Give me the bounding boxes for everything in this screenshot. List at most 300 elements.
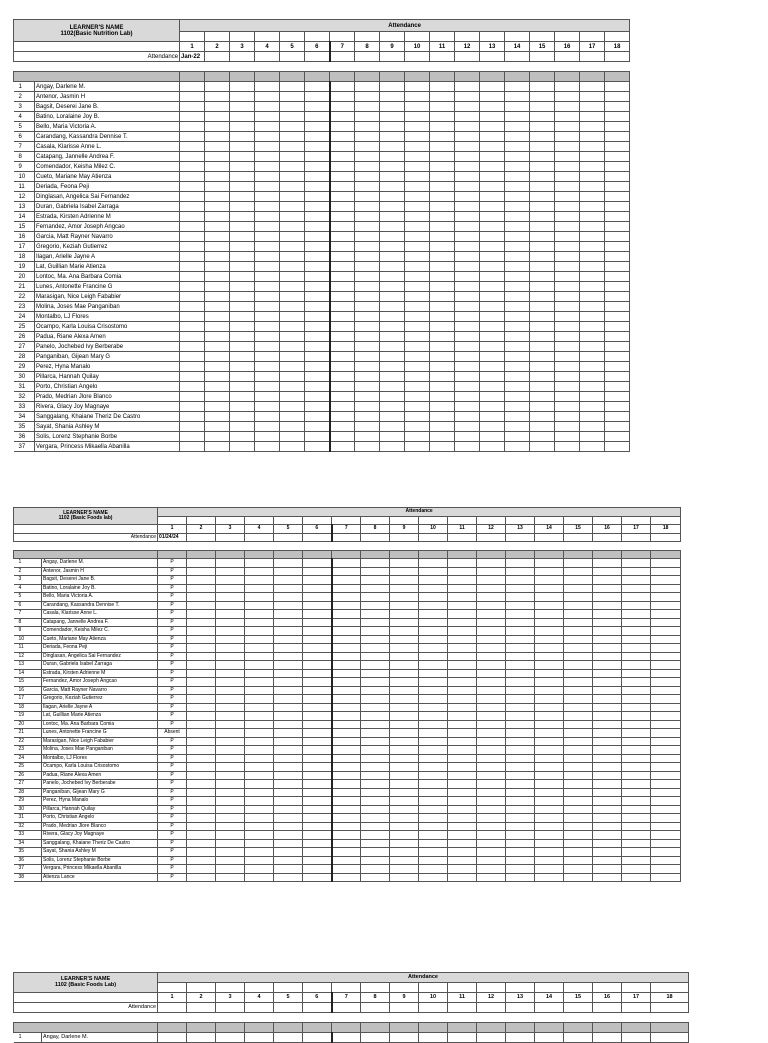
attendance-cell[interactable]: [605, 302, 630, 312]
attendance-cell[interactable]: [448, 831, 477, 840]
attendance-cell[interactable]: [332, 763, 361, 772]
attendance-cell[interactable]: [274, 593, 303, 602]
attendance-cell[interactable]: [187, 644, 216, 653]
attendance-cell[interactable]: [380, 102, 405, 112]
attendance-cell[interactable]: [355, 312, 380, 322]
attendance-cell[interactable]: [580, 332, 605, 342]
attendance-cell[interactable]: [332, 652, 361, 661]
attendance-cell[interactable]: [216, 652, 245, 661]
attendance-cell[interactable]: [480, 172, 505, 182]
attendance-cell[interactable]: [593, 618, 622, 627]
attendance-cell[interactable]: [303, 627, 332, 636]
attendance-cell[interactable]: [355, 252, 380, 262]
attendance-cell[interactable]: [330, 302, 355, 312]
attendance-cell[interactable]: [187, 822, 216, 831]
attendance-cell[interactable]: [255, 342, 280, 352]
attendance-cell[interactable]: [274, 661, 303, 670]
attendance-cell[interactable]: [430, 322, 455, 332]
date-cell[interactable]: [419, 533, 448, 542]
attendance-cell[interactable]: [355, 342, 380, 352]
attendance-cell[interactable]: Absent: [158, 729, 187, 738]
attendance-cell[interactable]: [477, 873, 506, 882]
attendance-cell[interactable]: [255, 172, 280, 182]
attendance-cell[interactable]: [330, 122, 355, 132]
attendance-cell[interactable]: [380, 192, 405, 202]
attendance-cell[interactable]: [448, 601, 477, 610]
attendance-cell[interactable]: [390, 601, 419, 610]
attendance-cell[interactable]: [305, 362, 330, 372]
attendance-cell[interactable]: [480, 382, 505, 392]
attendance-cell[interactable]: [506, 712, 535, 721]
attendance-cell[interactable]: [380, 342, 405, 352]
attendance-cell[interactable]: [405, 252, 430, 262]
attendance-cell[interactable]: [332, 797, 361, 806]
attendance-cell[interactable]: [332, 839, 361, 848]
attendance-cell[interactable]: [448, 720, 477, 729]
attendance-cell[interactable]: [564, 618, 593, 627]
attendance-cell[interactable]: [305, 242, 330, 252]
attendance-cell[interactable]: [605, 332, 630, 342]
attendance-cell[interactable]: [535, 584, 564, 593]
attendance-cell[interactable]: [530, 362, 555, 372]
attendance-cell[interactable]: [580, 202, 605, 212]
attendance-cell[interactable]: [355, 402, 380, 412]
attendance-cell[interactable]: [380, 262, 405, 272]
attendance-cell[interactable]: [303, 610, 332, 619]
attendance-cell[interactable]: [274, 601, 303, 610]
attendance-cell[interactable]: [477, 610, 506, 619]
attendance-cell[interactable]: [480, 362, 505, 372]
attendance-cell[interactable]: [332, 695, 361, 704]
attendance-cell[interactable]: P: [158, 822, 187, 831]
date-cell[interactable]: [187, 533, 216, 542]
attendance-cell[interactable]: [361, 720, 390, 729]
attendance-cell[interactable]: [380, 322, 405, 332]
attendance-cell[interactable]: [477, 720, 506, 729]
attendance-cell[interactable]: [455, 332, 480, 342]
attendance-cell[interactable]: [255, 182, 280, 192]
attendance-cell[interactable]: [580, 392, 605, 402]
attendance-cell[interactable]: [622, 584, 651, 593]
attendance-cell[interactable]: [651, 754, 681, 763]
attendance-cell[interactable]: [477, 1033, 506, 1043]
attendance-cell[interactable]: [564, 678, 593, 687]
attendance-cell[interactable]: [187, 678, 216, 687]
attendance-cell[interactable]: [255, 402, 280, 412]
attendance-cell[interactable]: [505, 242, 530, 252]
attendance-cell[interactable]: [477, 567, 506, 576]
attendance-cell[interactable]: [405, 162, 430, 172]
attendance-cell[interactable]: [216, 610, 245, 619]
attendance-cell[interactable]: [605, 122, 630, 132]
attendance-cell[interactable]: [380, 242, 405, 252]
attendance-cell[interactable]: [390, 635, 419, 644]
attendance-cell[interactable]: [651, 839, 681, 848]
attendance-cell[interactable]: [230, 232, 255, 242]
attendance-cell[interactable]: [405, 372, 430, 382]
attendance-cell[interactable]: [390, 737, 419, 746]
attendance-cell[interactable]: [605, 432, 630, 442]
attendance-cell[interactable]: [480, 392, 505, 402]
attendance-cell[interactable]: [535, 873, 564, 882]
attendance-cell[interactable]: [535, 644, 564, 653]
attendance-cell[interactable]: [274, 814, 303, 823]
attendance-cell[interactable]: [216, 797, 245, 806]
attendance-cell[interactable]: [180, 322, 205, 332]
attendance-cell[interactable]: [448, 754, 477, 763]
attendance-cell[interactable]: [477, 780, 506, 789]
attendance-cell[interactable]: [305, 252, 330, 262]
attendance-cell[interactable]: [419, 627, 448, 636]
attendance-cell[interactable]: [405, 232, 430, 242]
attendance-cell[interactable]: [455, 272, 480, 282]
attendance-cell[interactable]: [506, 610, 535, 619]
attendance-cell[interactable]: [405, 182, 430, 192]
attendance-cell[interactable]: [305, 82, 330, 92]
attendance-cell[interactable]: [506, 814, 535, 823]
attendance-cell[interactable]: [593, 703, 622, 712]
attendance-cell[interactable]: [330, 182, 355, 192]
attendance-cell[interactable]: [361, 712, 390, 721]
date-cell[interactable]: [390, 1003, 419, 1013]
attendance-cell[interactable]: [580, 102, 605, 112]
attendance-cell[interactable]: [187, 652, 216, 661]
attendance-cell[interactable]: [380, 182, 405, 192]
attendance-cell[interactable]: [332, 669, 361, 678]
attendance-cell[interactable]: [555, 442, 580, 452]
attendance-cell[interactable]: [303, 788, 332, 797]
attendance-cell[interactable]: [255, 82, 280, 92]
attendance-cell[interactable]: [455, 112, 480, 122]
attendance-cell[interactable]: [564, 695, 593, 704]
attendance-cell[interactable]: [530, 292, 555, 302]
attendance-cell[interactable]: [187, 720, 216, 729]
attendance-cell[interactable]: [448, 856, 477, 865]
attendance-cell[interactable]: P: [158, 669, 187, 678]
attendance-cell[interactable]: [330, 322, 355, 332]
attendance-cell[interactable]: [506, 1033, 535, 1043]
attendance-cell[interactable]: [419, 567, 448, 576]
attendance-cell[interactable]: [390, 856, 419, 865]
attendance-cell[interactable]: [280, 132, 305, 142]
attendance-cell[interactable]: [477, 848, 506, 857]
attendance-cell[interactable]: [430, 292, 455, 302]
attendance-cell[interactable]: [216, 831, 245, 840]
attendance-cell[interactable]: [390, 831, 419, 840]
attendance-cell[interactable]: [580, 422, 605, 432]
attendance-cell[interactable]: [303, 771, 332, 780]
attendance-cell[interactable]: [305, 222, 330, 232]
attendance-cell[interactable]: [555, 432, 580, 442]
attendance-cell[interactable]: [330, 172, 355, 182]
attendance-cell[interactable]: P: [158, 780, 187, 789]
date-cell[interactable]: [477, 1003, 506, 1013]
attendance-cell[interactable]: [405, 322, 430, 332]
attendance-cell[interactable]: [651, 559, 681, 568]
attendance-cell[interactable]: [187, 576, 216, 585]
attendance-cell[interactable]: [230, 282, 255, 292]
attendance-cell[interactable]: [555, 412, 580, 422]
attendance-cell[interactable]: [419, 695, 448, 704]
attendance-cell[interactable]: [205, 232, 230, 242]
attendance-cell[interactable]: [303, 567, 332, 576]
attendance-cell[interactable]: [419, 703, 448, 712]
attendance-cell[interactable]: [477, 669, 506, 678]
attendance-cell[interactable]: [332, 780, 361, 789]
attendance-cell[interactable]: [330, 402, 355, 412]
attendance-cell[interactable]: [506, 746, 535, 755]
attendance-cell[interactable]: [455, 382, 480, 392]
attendance-cell[interactable]: [535, 797, 564, 806]
attendance-cell[interactable]: [255, 392, 280, 402]
attendance-cell[interactable]: [330, 312, 355, 322]
attendance-cell[interactable]: [580, 152, 605, 162]
attendance-cell[interactable]: [245, 788, 274, 797]
attendance-cell[interactable]: [230, 402, 255, 412]
attendance-cell[interactable]: [622, 839, 651, 848]
attendance-cell[interactable]: [180, 222, 205, 232]
date-cell[interactable]: [651, 1003, 689, 1013]
attendance-cell[interactable]: [205, 392, 230, 402]
attendance-cell[interactable]: [230, 252, 255, 262]
attendance-cell[interactable]: [622, 822, 651, 831]
attendance-cell[interactable]: [332, 703, 361, 712]
attendance-cell[interactable]: [255, 312, 280, 322]
attendance-cell[interactable]: [330, 102, 355, 112]
attendance-cell[interactable]: [477, 831, 506, 840]
attendance-cell[interactable]: [505, 162, 530, 172]
attendance-cell[interactable]: [506, 584, 535, 593]
attendance-cell[interactable]: [216, 1033, 245, 1043]
attendance-cell[interactable]: [390, 703, 419, 712]
attendance-cell[interactable]: [303, 720, 332, 729]
attendance-cell[interactable]: [187, 814, 216, 823]
attendance-cell[interactable]: [477, 686, 506, 695]
attendance-cell[interactable]: [505, 212, 530, 222]
attendance-cell[interactable]: [593, 746, 622, 755]
attendance-cell[interactable]: [205, 252, 230, 262]
date-cell[interactable]: [361, 1003, 390, 1013]
attendance-cell[interactable]: [245, 839, 274, 848]
attendance-cell[interactable]: [405, 262, 430, 272]
attendance-cell[interactable]: [380, 312, 405, 322]
attendance-cell[interactable]: [332, 814, 361, 823]
attendance-cell[interactable]: [180, 152, 205, 162]
attendance-cell[interactable]: [205, 322, 230, 332]
attendance-cell[interactable]: [580, 382, 605, 392]
attendance-cell[interactable]: [274, 678, 303, 687]
attendance-cell[interactable]: [187, 788, 216, 797]
attendance-cell[interactable]: [330, 132, 355, 142]
attendance-cell[interactable]: [651, 601, 681, 610]
date-cell[interactable]: [530, 52, 555, 62]
attendance-cell[interactable]: [303, 584, 332, 593]
attendance-cell[interactable]: [480, 242, 505, 252]
attendance-cell[interactable]: [216, 576, 245, 585]
attendance-cell[interactable]: [280, 202, 305, 212]
attendance-cell[interactable]: [245, 729, 274, 738]
attendance-cell[interactable]: [187, 754, 216, 763]
attendance-cell[interactable]: [332, 644, 361, 653]
attendance-cell[interactable]: [430, 312, 455, 322]
attendance-cell[interactable]: [274, 627, 303, 636]
attendance-cell[interactable]: [622, 788, 651, 797]
attendance-cell[interactable]: [564, 644, 593, 653]
attendance-cell[interactable]: [651, 610, 681, 619]
attendance-cell[interactable]: [555, 382, 580, 392]
attendance-cell[interactable]: P: [158, 865, 187, 874]
attendance-cell[interactable]: [564, 788, 593, 797]
attendance-cell[interactable]: [430, 342, 455, 352]
attendance-cell[interactable]: [380, 282, 405, 292]
attendance-cell[interactable]: [187, 805, 216, 814]
attendance-cell[interactable]: [505, 442, 530, 452]
attendance-cell[interactable]: [430, 372, 455, 382]
attendance-cell[interactable]: [332, 1033, 361, 1043]
attendance-cell[interactable]: [245, 618, 274, 627]
date-cell[interactable]: [390, 533, 419, 542]
attendance-cell[interactable]: [280, 222, 305, 232]
attendance-cell[interactable]: [303, 780, 332, 789]
attendance-cell[interactable]: [622, 618, 651, 627]
attendance-cell[interactable]: [380, 332, 405, 342]
attendance-cell[interactable]: [651, 771, 681, 780]
attendance-cell[interactable]: [230, 172, 255, 182]
attendance-cell[interactable]: [530, 332, 555, 342]
attendance-cell[interactable]: [180, 212, 205, 222]
attendance-cell[interactable]: [245, 814, 274, 823]
attendance-cell[interactable]: [303, 593, 332, 602]
attendance-cell[interactable]: [651, 729, 681, 738]
attendance-cell[interactable]: [564, 805, 593, 814]
attendance-cell[interactable]: [280, 122, 305, 132]
attendance-cell[interactable]: [361, 737, 390, 746]
attendance-cell[interactable]: [305, 122, 330, 132]
attendance-cell[interactable]: [180, 192, 205, 202]
attendance-cell[interactable]: [505, 412, 530, 422]
attendance-cell[interactable]: [305, 312, 330, 322]
attendance-cell[interactable]: [530, 192, 555, 202]
attendance-cell[interactable]: [230, 132, 255, 142]
attendance-cell[interactable]: [332, 593, 361, 602]
attendance-cell[interactable]: [564, 771, 593, 780]
attendance-cell[interactable]: [255, 122, 280, 132]
attendance-cell[interactable]: [455, 372, 480, 382]
attendance-cell[interactable]: [477, 856, 506, 865]
attendance-cell[interactable]: [245, 737, 274, 746]
attendance-cell[interactable]: [506, 831, 535, 840]
attendance-cell[interactable]: [593, 873, 622, 882]
attendance-cell[interactable]: [216, 686, 245, 695]
attendance-cell[interactable]: [535, 1033, 564, 1043]
attendance-cell[interactable]: [448, 746, 477, 755]
attendance-cell[interactable]: [405, 422, 430, 432]
attendance-cell[interactable]: [506, 695, 535, 704]
attendance-cell[interactable]: [216, 593, 245, 602]
attendance-cell[interactable]: [230, 222, 255, 232]
attendance-cell[interactable]: [245, 695, 274, 704]
attendance-cell[interactable]: [187, 839, 216, 848]
attendance-cell[interactable]: [506, 771, 535, 780]
attendance-cell[interactable]: [651, 865, 681, 874]
attendance-cell[interactable]: [535, 559, 564, 568]
attendance-cell[interactable]: [622, 856, 651, 865]
attendance-cell[interactable]: [303, 865, 332, 874]
attendance-cell[interactable]: P: [158, 559, 187, 568]
attendance-cell[interactable]: [180, 442, 205, 452]
attendance-cell[interactable]: [480, 342, 505, 352]
attendance-cell[interactable]: [216, 712, 245, 721]
attendance-cell[interactable]: [535, 839, 564, 848]
attendance-cell[interactable]: [530, 252, 555, 262]
attendance-cell[interactable]: [180, 402, 205, 412]
attendance-cell[interactable]: [530, 172, 555, 182]
attendance-cell[interactable]: [535, 567, 564, 576]
attendance-cell[interactable]: [593, 601, 622, 610]
attendance-cell[interactable]: [506, 848, 535, 857]
attendance-cell[interactable]: [205, 132, 230, 142]
attendance-cell[interactable]: [180, 82, 205, 92]
attendance-cell[interactable]: [305, 132, 330, 142]
attendance-cell[interactable]: [305, 282, 330, 292]
date-cell[interactable]: [593, 1003, 622, 1013]
date-cell[interactable]: [477, 533, 506, 542]
attendance-cell[interactable]: [564, 865, 593, 874]
date-cell[interactable]: [448, 1003, 477, 1013]
attendance-cell[interactable]: [330, 342, 355, 352]
attendance-cell[interactable]: [535, 678, 564, 687]
attendance-cell[interactable]: [390, 873, 419, 882]
attendance-cell[interactable]: [303, 661, 332, 670]
attendance-cell[interactable]: [564, 610, 593, 619]
attendance-cell[interactable]: [245, 576, 274, 585]
attendance-cell[interactable]: [390, 661, 419, 670]
attendance-cell[interactable]: [477, 814, 506, 823]
attendance-cell[interactable]: [355, 202, 380, 212]
attendance-cell[interactable]: [380, 432, 405, 442]
attendance-cell[interactable]: [622, 695, 651, 704]
attendance-cell[interactable]: [555, 132, 580, 142]
attendance-cell[interactable]: [390, 627, 419, 636]
attendance-cell[interactable]: [530, 432, 555, 442]
attendance-cell[interactable]: [419, 763, 448, 772]
attendance-cell[interactable]: [564, 763, 593, 772]
attendance-cell[interactable]: [361, 576, 390, 585]
attendance-cell[interactable]: [651, 584, 681, 593]
attendance-cell[interactable]: [651, 635, 681, 644]
attendance-cell[interactable]: [535, 618, 564, 627]
attendance-cell[interactable]: [390, 822, 419, 831]
attendance-cell[interactable]: [535, 576, 564, 585]
attendance-cell[interactable]: [505, 282, 530, 292]
attendance-cell[interactable]: [535, 771, 564, 780]
attendance-cell[interactable]: [480, 162, 505, 172]
attendance-cell[interactable]: [205, 422, 230, 432]
attendance-cell[interactable]: [180, 272, 205, 282]
attendance-cell[interactable]: [187, 797, 216, 806]
attendance-cell[interactable]: [380, 152, 405, 162]
attendance-cell[interactable]: [230, 82, 255, 92]
attendance-cell[interactable]: [419, 635, 448, 644]
attendance-cell[interactable]: [380, 402, 405, 412]
attendance-cell[interactable]: [405, 282, 430, 292]
attendance-cell[interactable]: [455, 122, 480, 132]
attendance-cell[interactable]: [430, 352, 455, 362]
attendance-cell[interactable]: [506, 763, 535, 772]
attendance-cell[interactable]: [245, 805, 274, 814]
attendance-cell[interactable]: P: [158, 686, 187, 695]
attendance-cell[interactable]: [180, 132, 205, 142]
